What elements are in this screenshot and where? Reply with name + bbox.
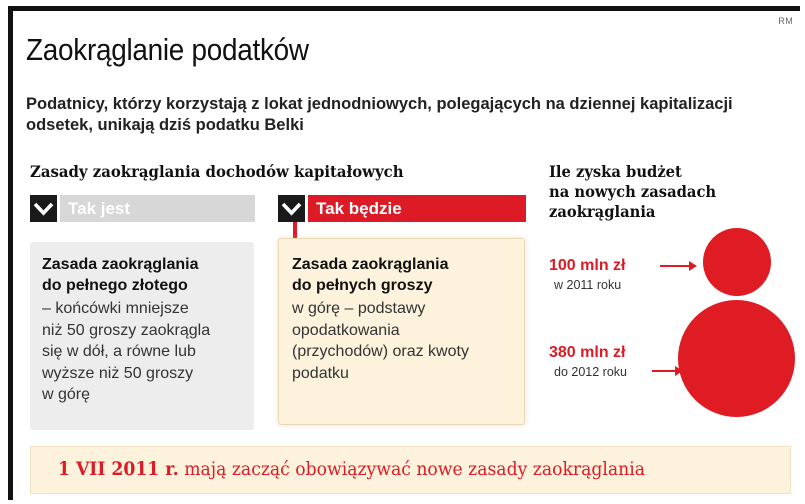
footer-text: mają zacząć obowiązywać nowe zasady zaokrąglania	[184, 459, 645, 480]
chevron-down-icon	[30, 195, 57, 222]
arrow-right-icon	[652, 370, 676, 372]
budget-bubble-2011	[703, 228, 771, 296]
current-rule-card	[30, 242, 254, 430]
future-rule-body: w górę – podstawy opodatkowania (przychodów) oraz kwoty podatku	[292, 300, 469, 382]
budget-note-2012: do 2012 roku	[554, 365, 627, 379]
chevron-down-icon	[278, 195, 305, 222]
footer-date: 1 VII 2011 r.	[58, 459, 179, 480]
frame-top-rule	[8, 6, 800, 11]
future-rule-card	[278, 238, 525, 425]
page-title: Zaokrąglanie podatków	[26, 32, 309, 67]
budget-note-2011: w 2011 roku	[554, 278, 622, 292]
budget-amount-2012: 380 mln zł	[549, 344, 626, 361]
frame-left-rule	[8, 6, 13, 500]
current-rule-body: – końcówki mniejsze niż 50 groszy zaokrągla się w dół, a równe lub wyższe niż 50 groszy w górę	[42, 300, 211, 403]
footer-banner	[30, 446, 791, 494]
lead-paragraph: Podatnicy, którzy korzystają z lokat jednodniowych, polegających na dziennej kapitalizacji odsetek, unikają dziś podatku Belki	[26, 95, 733, 134]
arrow-right-icon	[660, 265, 690, 267]
rules-heading: Zasady zaokrąglania dochodów kapitałowych	[30, 162, 404, 181]
current-rule-title: Zasada zaokrąglania do pełnego złotego	[42, 256, 199, 294]
current-rule-label: Tak jest	[60, 195, 255, 222]
future-rule-label: Tak będzie	[308, 195, 526, 222]
author-credit: RM	[778, 16, 793, 26]
future-rule-title: Zasada zaokrąglania do pełnych groszy	[292, 256, 449, 294]
budget-amount-2011: 100 mln zł	[549, 257, 626, 274]
budget-bubble-2012	[678, 300, 795, 417]
budget-heading: Ile zyska budżet na nowych zasadach zaokrąglania	[549, 162, 717, 221]
footer-sentence	[58, 459, 645, 480]
